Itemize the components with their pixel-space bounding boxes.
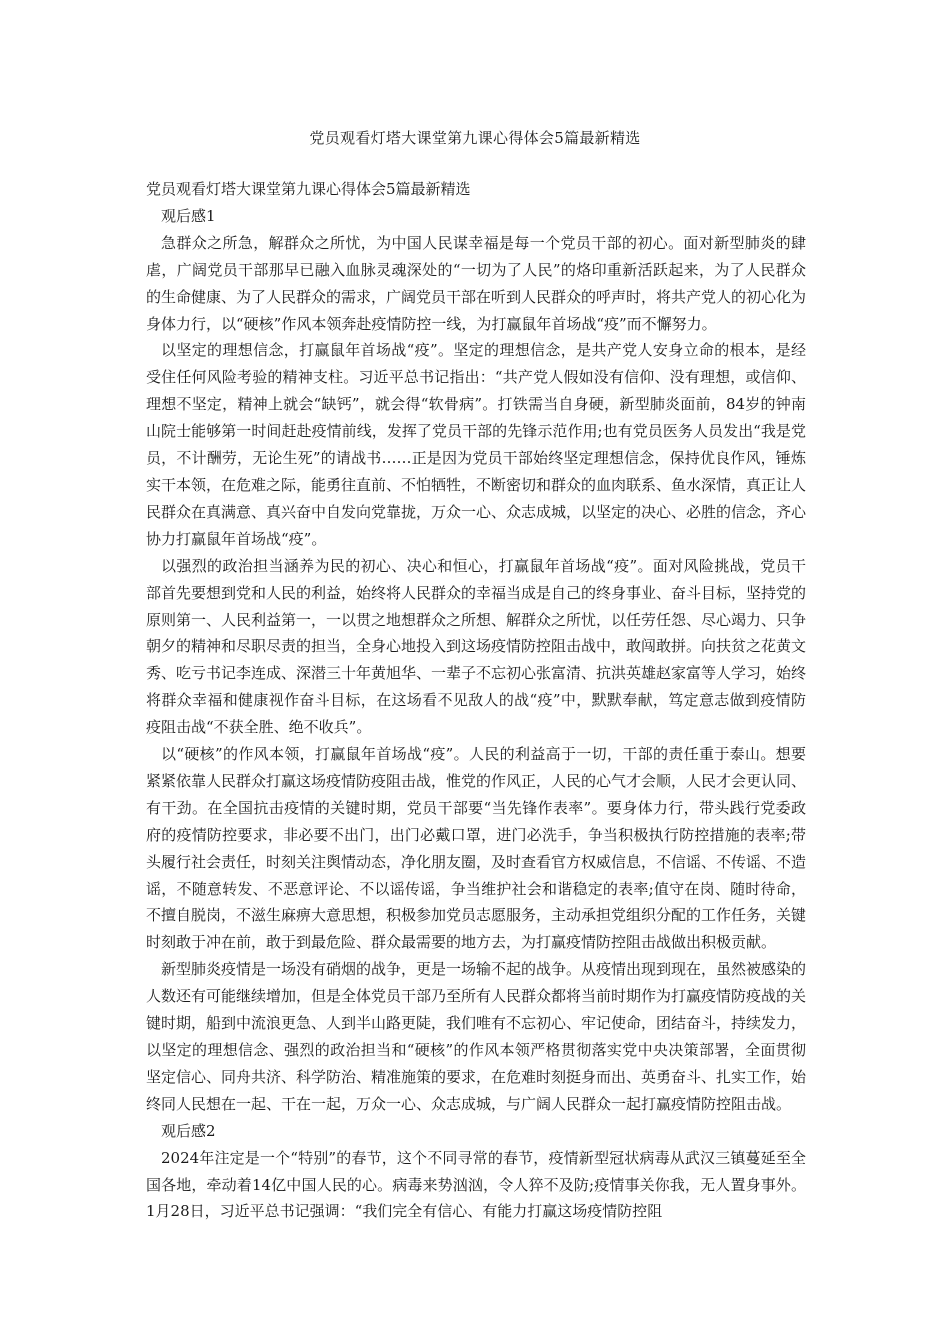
body-paragraph: 以强烈的政治担当涵养为民的初心、决心和恒心，打赢鼠年首场战“疫”。面对风险挑战，党员干部首先要想到党和人民的利益，始终将人民群众的幸福当成是自己的终身事业、奋斗目标，坚持党的原则第一、人民利益第一，一以贯之地想群众之所想、解群众之所忧，以任劳任怨、尽心竭力、只争朝夕的精神和尽职尽责的担当，全身心地投入到这场疫情防控阻击战中，敢闯敢拼。向扶贫之花黄文秀、吃亏书记李连成、深潜三十年黄旭华、一辈子不忘初心张富清、抗洪英雄赵家富等人学习，始终将群众幸福和健康视作奋斗目标，在这场看不见敌人的战“疫”中，默默奉献，笃定意志做到疫情防疫阻击战“不获全胜、绝不收兵”。 <box>146 556 807 737</box>
document-body <box>146 176 806 1225</box>
section-heading: 观后感2 <box>161 1121 216 1140</box>
body-paragraph: 新型肺炎疫情是一场没有硝烟的战争，更是一场输不起的战争。从疫情出现到现在，虽然被感染的人数还有可能继续增加，但是全体党员干部乃至所有人民群众都将当前时期作为打赢疫情防疫战的关键时期，船到中流浪更急、人到半山路更陡，我们唯有不忘初心、牢记使命，团结奋斗，持续发力，以坚定的理想信念、强烈的政治担当和“硬核”的作风本领严格贯彻落实党中央决策部署，全面贯彻坚定信心、同舟共济、科学防治、精准施策的要求，在危难时刻挺身而出、英勇奋斗、扎实工作，始终同人民想在一起、干在一起，万众一心、众志成城，与广阔人民群众一起打赢疫情防控阻击战。 <box>146 960 807 1113</box>
section-heading: 观后感1 <box>161 206 216 225</box>
body-paragraph: 2024年注定是一个“特别”的春节，这个不同寻常的春节，疫情新型冠状病毒从武汉三镇蔓延至全国各地，牵动着14亿中国人民的心。病毒来势汹汹，令人猝不及防;疫情事关你我，无人置身事外。1月28日，习近平总书记强调：“我们完全有信心、有能力打赢这场疫情防控阻 <box>146 1148 806 1221</box>
body-paragraph: 急群众之所急，解群众之所忧，为中国人民谋幸福是每一个党员干部的初心。面对新型肺炎的肆虐，广阔党员干部那早已融入血脉灵魂深处的“一切为了人民”的烙印重新活跃起来，为了人民群众的生命健康、为了人民群众的需求，广阔党员干部在听到人民群众的呼声时，将共产党人的初心化为身体力行，以“硬核”作风本领奔赴疫情防控一线，为打赢鼠年首场战“疫”而不懈努力。 <box>146 233 807 333</box>
document-subtitle: 党员观看灯塔大课堂第九课心得体会5篇最新精选 <box>146 180 471 198</box>
page-title: 党员观看灯塔大课堂第九课心得体会5篇最新精选 <box>309 129 641 147</box>
body-paragraph: 以坚定的理想信念，打赢鼠年首场战“疫”。坚定的理想信念，是共产党人安身立命的根本，是经受住任何风险考验的精神支柱。习近平总书记指出：“共产党人假如没有信仰、没有理想，或信仰、理想不坚定，精神上就会“缺钙”，就会得“软骨病”。打铁需当自身硬，新型肺炎面前，84岁的钟南山院士能够第一时间赶赴疫情前线，发挥了党员干部的先锋示范作用;也有党员医务人员发出“我是党员，不计酬劳，无论生死”的请战书……正是因为党员干部始终坚定理想信念，保持优良作风，锤炼实干本领，在危难之际，能勇往直前、不怕牺牲，不断密切和群众的血肉联系、鱼水深情，真正让人民群众在真满意、真兴奋中自发向党靠拢，万众一心、众志成城，以坚定的决心、必胜的信念，齐心协力打赢鼠年首场战“疫”。 <box>146 341 807 548</box>
body-paragraph: 以“硬核”的作风本领，打赢鼠年首场战“疫”。人民的利益高于一切，干部的责任重于泰山。想要紧紧依靠人民群众打赢这场疫情防疫阻击战，惟党的作风正，人民的心气才会顺，人民才会更认同、有干劲。在全国抗击疫情的关键时期，党员干部要“当先锋作表率”。要身体力行，带头践行党委政府的疫情防控要求，非必要不出门，出门必戴口罩，进门必洗手，争当积极执行防控措施的表率;带头履行社会责任，时刻关注舆情动态，净化朋友圈，及时查看官方权威信息，不信谣、不传谣、不造谣，不随意转发、不恶意评论、不以谣传谣，争当维护社会和谐稳定的表率;值守在岗、随时待命，不擅自脱岗，不滋生麻痹大意思想，积极参加党员志愿服务，主动承担党组织分配的工作任务，关键时刻敢于冲在前，敢于到最危险、群众最需要的地方去，为打赢疫情防控阻击战做出积极贡献。 <box>146 745 807 952</box>
